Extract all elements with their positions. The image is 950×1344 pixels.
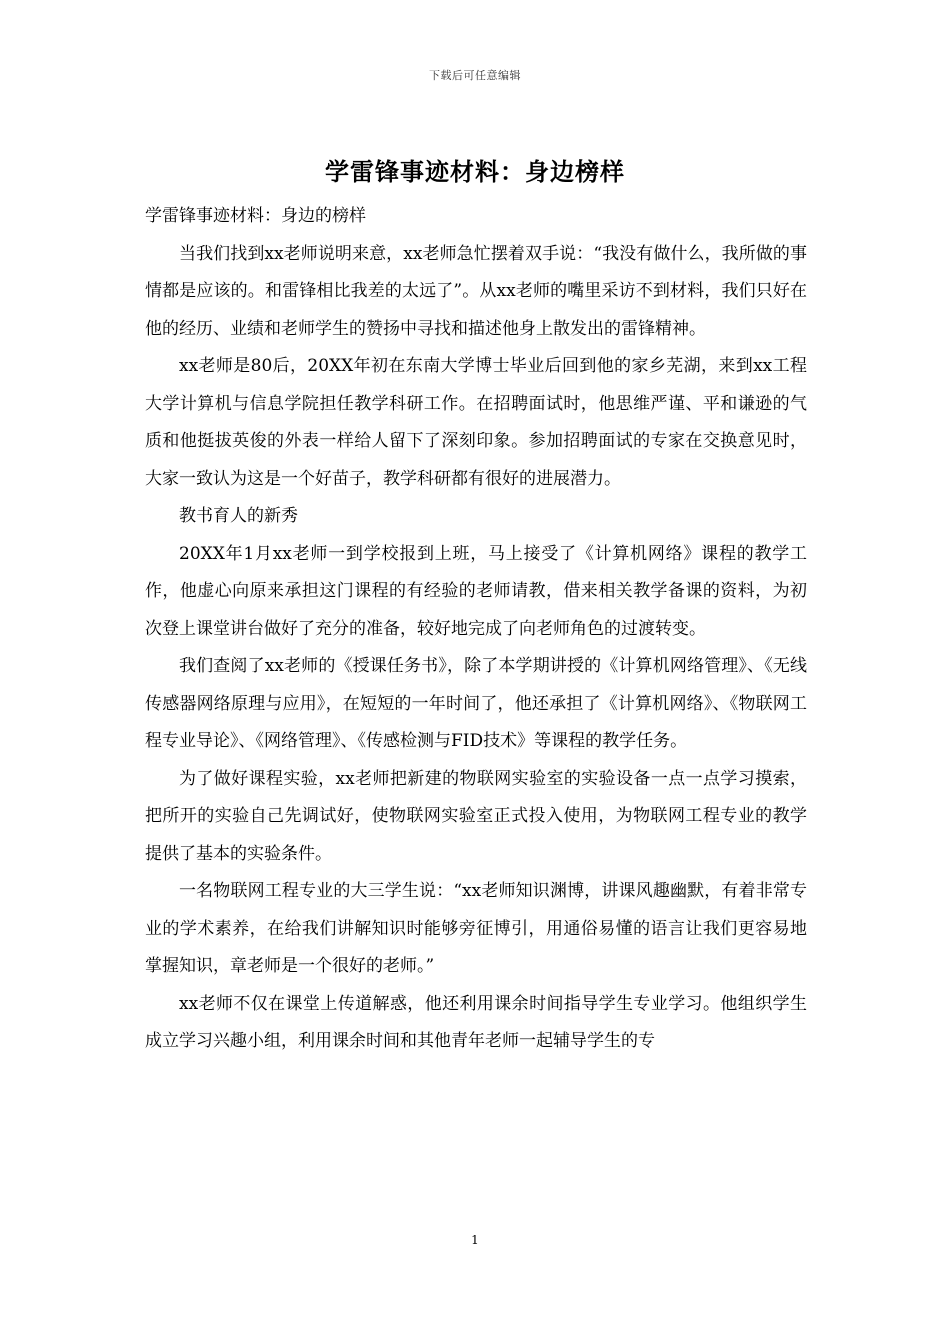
paragraph: xx老师是80后，20XX年初在东南大学博士毕业后回到他的家乡芜湖，来到xx工程大学计算机与信息学院担任教学科研工作。在招聘面试时，他思维严谨、平和谦逊的气质和他挺拔英俊的外表一样给人留下了深刻印象。参加招聘面试的专家在交换意见时，大家一致认为这是一个好苗子，教学科研都有很好的进展潜力。 <box>145 356 807 489</box>
document-subtitle: 学雷锋事迹材料：身边的榜样 <box>145 206 366 226</box>
paragraph: 我们查阅了xx老师的《授课任务书》，除了本学期讲授的《计算机网络管理》、《无线传感器网络原理与应用》，在短短的一年时间了，他还承担了《计算机网络》、《物联网工程专业导论》、《网络管理》、《传感检测与FID技术》等课程的教学任务。 <box>145 656 807 751</box>
document-title: 学雷锋事迹材料：身边榜样 <box>325 157 625 186</box>
paragraph: 为了做好课程实验，xx老师把新建的物联网实验室的实验设备一点一点学习摸索，把所开的实验自己先调试好，使物联网实验室正式投入使用，为物联网工程专业的教学提供了基本的实验条件。 <box>145 768 807 864</box>
paragraph: 一名物联网工程专业的大三学生说：“xx老师知识渊博，讲课风趣幽默，有着非常专业的学术素养，在给我们讲解知识时能够旁征博引，用通俗易懂的语言让我们更容易地掌握知识，章老师是一个很好的老师。” <box>145 881 807 976</box>
section-heading: 教书育人的新秀 <box>179 506 298 526</box>
header-note: 下载后可任意编辑 <box>429 69 521 82</box>
paragraph: 当我们找到xx老师说明来意，xx老师急忙摆着双手说：“我没有做什么，我所做的事情都是应该的。和雷锋相比我差的太远了”。从xx老师的嘴里采访不到材料，我们只好在他的经历、业绩和老师学生的赞扬中寻找和描述他身上散发出的雷锋精神。 <box>145 243 807 339</box>
paragraph: xx老师不仅在课堂上传道解惑，他还利用课余时间指导学生专业学习。他组织学生成立学习兴趣小组，利用课余时间和其他青年老师一起辅导学生的专 <box>145 993 807 1051</box>
document-body <box>145 198 807 1061</box>
page-number: 1 <box>471 1233 479 1247</box>
paragraph: 20XX年1月xx老师一到学校报到上班，马上接受了《计算机网络》课程的教学工作，他虚心向原来承担这门课程的有经验的老师请教，借来相关教学备课的资料，为初次登上课堂讲台做好了充分的准备，较好地完成了向老师角色的过渡转变。 <box>145 543 807 639</box>
